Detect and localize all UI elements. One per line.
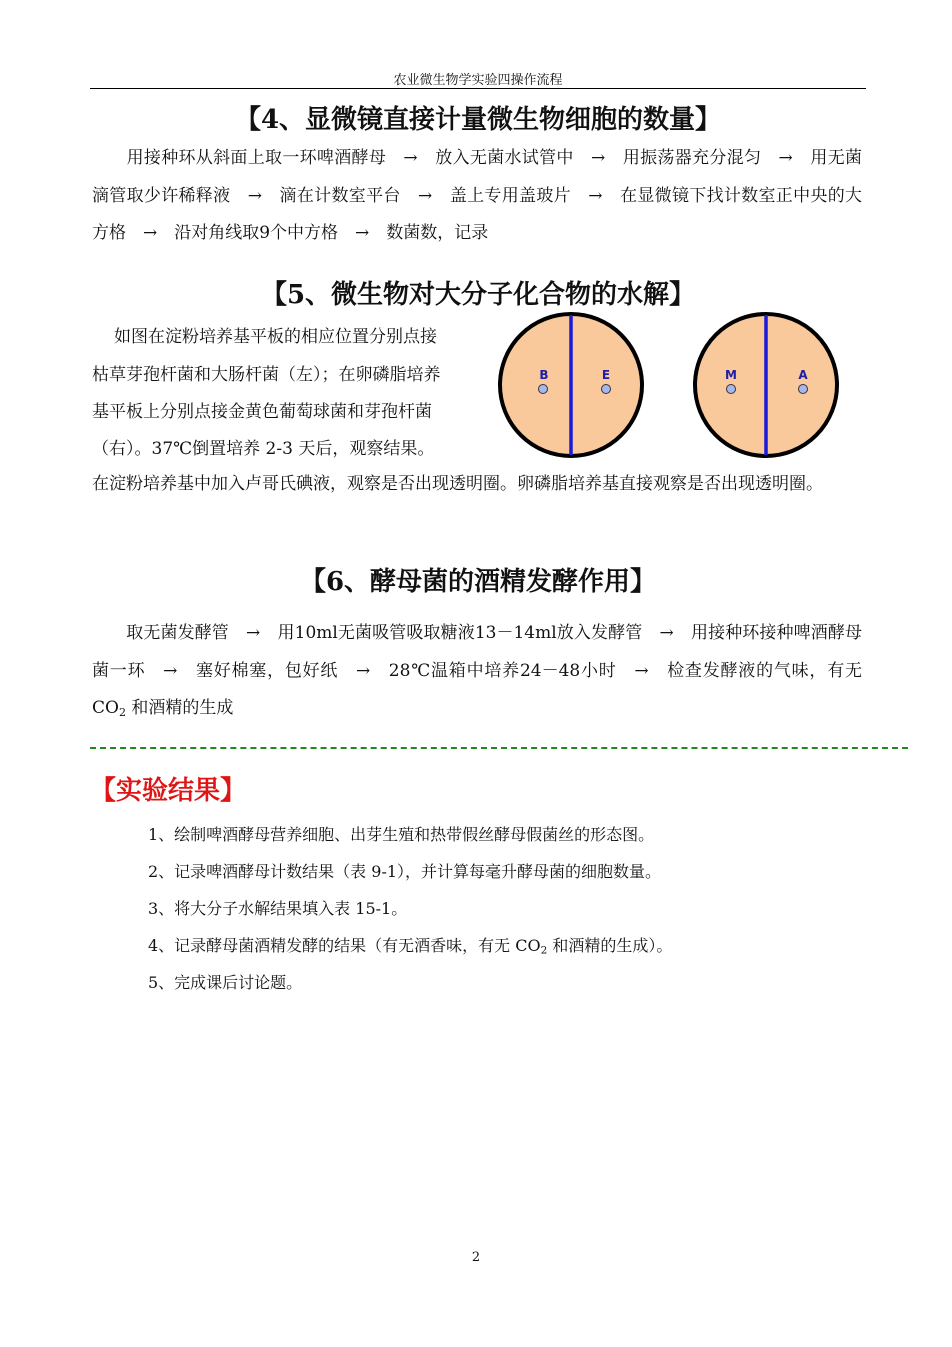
- plate2-label-left: M: [725, 368, 737, 382]
- result-item-4-text: 4、记录酵母菌酒精发酵的结果（有无酒香味，有无 CO: [148, 936, 541, 955]
- results-title: 【实验结果】: [90, 776, 247, 806]
- lecithin-plate: [695, 314, 837, 456]
- section4-title: 【4、显微镜直接计量微生物细胞的数量】: [234, 105, 722, 135]
- result-item-1: 1、绘制啤酒酵母营养细胞、出芽生殖和热带假丝酵母假菌丝的形态图。: [148, 825, 655, 844]
- result-item-5: 5、完成课后讨论题。: [148, 973, 303, 992]
- section5-text2: 在淀粉培养基中加入卢哥氏碘液，观察是否出现透明圈。卵磷脂培养基直接观察是否出现透明圈。: [92, 474, 823, 494]
- section6-text-main: 取无菌发酵管 → 用10ml无菌吸管吸取糖液13－14ml放入发酵管 → 用接种环接种啤酒酵母菌一环 → 塞好棉塞，包好纸 → 28℃温箱中培养24－48小时 → 检查发酵液的气味，有无 CO: [92, 623, 862, 718]
- result-item-4: [148, 933, 672, 956]
- result-item-3: 3、将大分子水解结果填入表 15-1。: [148, 899, 408, 918]
- section5-line-1: 如图在淀粉培养基平板的相应位置分别点接: [114, 327, 437, 347]
- page-number: 2: [471, 1250, 481, 1265]
- result-item-2: 2、记录啤酒酵母计数结果（表 9-1），并计算每毫升酵母菌的细胞数量。: [148, 862, 662, 881]
- header-rule: [90, 88, 866, 89]
- section6-text: [92, 615, 862, 728]
- result-item-4-end: 和酒精的生成）。: [547, 936, 673, 955]
- result-item-4-subscript: 2: [540, 944, 548, 957]
- plate2-dot-left: [727, 385, 736, 394]
- plates-diagram: [490, 305, 850, 465]
- dashed-divider: [90, 747, 908, 749]
- plate1-label-right: E: [601, 368, 611, 382]
- plate2-label-right: A: [798, 368, 808, 382]
- plate2-dot-right: [799, 385, 808, 394]
- section5-line-4: （右）。37℃倒置培养 2-3 天后，观察结果。: [92, 439, 435, 459]
- section4-text: 用接种环从斜面上取一环啤酒酵母 → 放入无菌水试管中 → 用振荡器充分混匀 → 用无菌滴管取少许稀释液 → 滴在计数室平台 → 盖上专用盖玻片 → 在显微镜下找计数室正中央的大方格 → 沿对角线取9个中方格 → 数菌数，记录: [92, 148, 862, 243]
- section6-title: 【6、酵母菌的酒精发酵作用】: [299, 567, 657, 597]
- plate1-dot-right: [602, 385, 611, 394]
- page-header: 农业微生物学实验四操作流程: [393, 73, 563, 88]
- section6-text-end: 和酒精的生成: [125, 698, 234, 718]
- section5-title: 【5、微生物对大分子化合物的水解】: [260, 280, 696, 310]
- plate1-label-left: B: [539, 368, 549, 382]
- plate1-dot-left: [539, 385, 548, 394]
- starch-plate: [500, 314, 642, 456]
- section6-co2-subscript: 2: [118, 705, 126, 719]
- section5-line-2: 枯草芽孢杆菌和大肠杆菌（左）；在卵磷脂培养: [92, 365, 441, 385]
- section5-line-3: 基平板上分别点接金黄色葡萄球菌和芽孢杆菌: [92, 402, 432, 422]
